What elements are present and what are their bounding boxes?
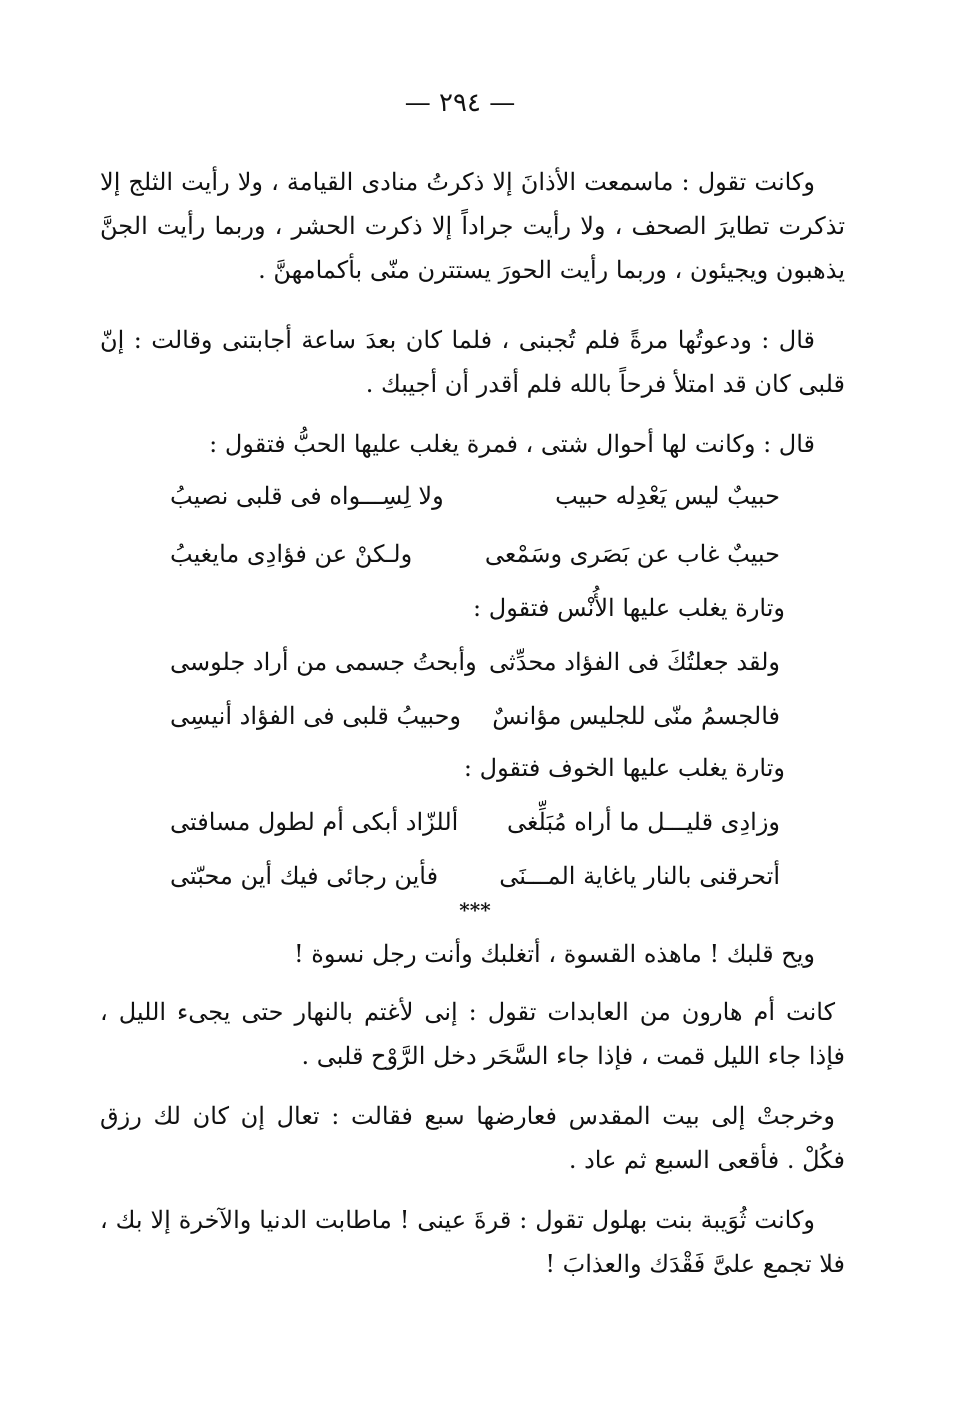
verse-second-hemistich: وأبحتُ جسمى من أراد جلوسى bbox=[170, 648, 477, 676]
paragraph-fear bbox=[100, 746, 845, 790]
paragraph-text: وكانت ثُوَيبة بنت بهلول تقول : قرةَ عينى ! ماطابت الدنيا والآخرة إلا بك ، فلا تجمع علىَّ فَقْدَك والعذابَ ! bbox=[100, 1206, 845, 1278]
verse-line bbox=[170, 642, 780, 682]
verse-first-hemistich: أتحرقنى بالنار ياغاية المـــنَى bbox=[499, 862, 780, 890]
section-separator: *** bbox=[459, 898, 491, 922]
verse-line bbox=[170, 696, 780, 736]
paragraph-text: قال : وكانت لها أحوال شتى ، فمرة يغلب عليها الحبُّ فتقول : bbox=[209, 430, 815, 458]
page-number: — ٢٩٤ — bbox=[404, 88, 516, 118]
paragraph-call bbox=[100, 318, 845, 406]
verse-line bbox=[170, 534, 780, 574]
verse-line bbox=[170, 856, 780, 896]
verse-second-hemistich: ولا لِسِـــواه فى قلبى نصيبُ bbox=[170, 482, 444, 510]
paragraph-text: وخرجتْ إلى بيت المقدس فعارضها سبع فقالت : تعال إن كان لك رزق فكُلْ . فأقعى السبع ثم عاد . bbox=[100, 1102, 845, 1174]
paragraph-woe bbox=[100, 932, 845, 976]
paragraph-intimacy bbox=[100, 586, 845, 630]
paragraph-text: وكانت تقول : ماسمعت الأذانَ إلا ذكرتُ منادى القيامة ، ولا رأيت الثلج إلا تذكرت تطايرَ الصحف ، ولا رأيت جراداً إلا ذكرت الحشر ، وربما رأيت الجنَّ يذهبون ويجيئون ، وربما رأيت الحورَ يستترن منّى بأكمامهنَّ . bbox=[100, 168, 845, 284]
verse-first-hemistich: حبيبٌ غاب عن بَصَرى وسَمْعى bbox=[484, 540, 780, 568]
paragraph-umm-harun bbox=[100, 990, 845, 1078]
verse-first-hemistich: فالجسمُ منّى للجليس مؤانسٌ bbox=[492, 702, 780, 730]
verse-second-hemistich: أللزّاد أبكى أم لطول مسافتى bbox=[170, 808, 459, 836]
paragraph-states bbox=[100, 422, 845, 466]
paragraph-jerusalem bbox=[100, 1094, 845, 1182]
paragraph-text: كانت أم هارون من العابدات تقول : إنى لأغتم بالنهار حتى يجىء الليل ، فإذا جاء الليل قمت ، فإذا جاء السَّحَر دخل الرَّوْح قلبى . bbox=[100, 998, 845, 1070]
paragraph-text: وتارة يغلب عليها الخوف فتقول : bbox=[463, 754, 785, 782]
paragraph-text: وتارة يغلب عليها الأُنْس فتقول : bbox=[473, 594, 785, 622]
verse-second-hemistich: فأين رجائى فيك أين محبّتى bbox=[170, 862, 439, 890]
verse-first-hemistich: ولقد جعلتُكَ فى الفؤاد محدِّثى bbox=[489, 648, 780, 676]
verse-line bbox=[170, 476, 780, 516]
verse-line bbox=[170, 802, 780, 842]
verse-second-hemistich: وحبيبُ قلبى فى الفؤاد أنيسِى bbox=[170, 702, 462, 730]
paragraph-text: قال : ودعوتُها مرةً فلم تُجبنى ، فلما كان بعدَ ساعة أجابتنى وقالت : إنّ قلبى كان قد امتلأ فرحاً بالله فلم أقدر أن أجيبك . bbox=[100, 326, 845, 398]
verse-first-hemistich: وزادِى قليـــل ما أراه مُبَلِّغى bbox=[506, 808, 780, 836]
verse-first-hemistich: حبيبٌ ليس يَعْدِله حبيب bbox=[555, 482, 780, 510]
paragraph-thuwaiba bbox=[100, 1198, 845, 1286]
verse-second-hemistich: ولـكنْ عن فؤادِى مايغيبُ bbox=[170, 540, 413, 568]
paragraph-sayings bbox=[100, 160, 845, 292]
paragraph-text: ويح قلبك ! ماهذه القسوة ، أتغلبك وأنت رجل نسوة ! bbox=[294, 940, 815, 968]
